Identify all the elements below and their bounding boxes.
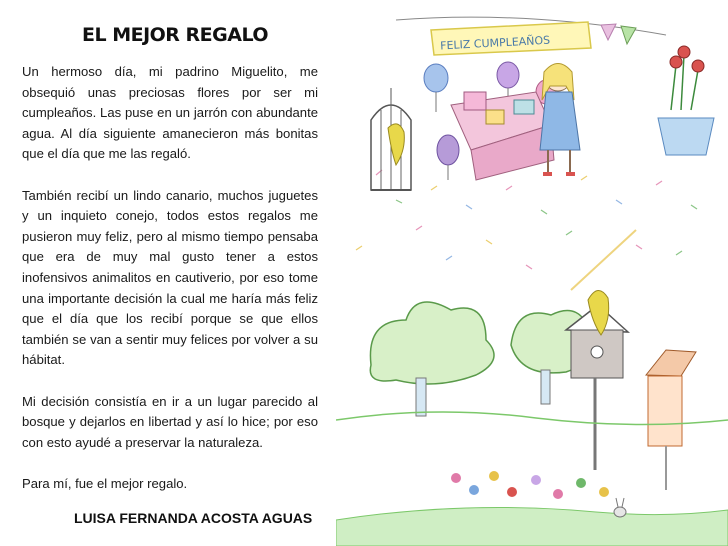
flower-vase bbox=[658, 46, 714, 155]
gift-table bbox=[451, 92, 554, 180]
balloon-purple bbox=[497, 62, 519, 88]
story-paragraph: Para mí, fue el mejor regalo. bbox=[22, 475, 188, 491]
gift-box bbox=[464, 92, 486, 110]
banner-text: FELIZ CUMPLEAÑOS bbox=[439, 33, 551, 53]
gift-box bbox=[486, 110, 504, 124]
balloon-purple-low bbox=[437, 135, 459, 165]
balloon-blue bbox=[424, 64, 448, 92]
flight-trail bbox=[571, 230, 636, 290]
author-name: LUISA FERNANDA ACOSTA AGUAS bbox=[74, 510, 313, 526]
birdhouse-orange bbox=[646, 350, 696, 490]
caged-canary bbox=[388, 124, 404, 165]
birthday-illustration bbox=[336, 0, 728, 546]
story-paragraph: Mi decisión consistía en ir a un lugar parecido al bosque y dejarlos en libertad y así lo hice; por eso con esto ayudé a preservar la naturaleza. bbox=[22, 393, 318, 450]
story-title: EL MEJOR REGALO bbox=[82, 24, 269, 46]
story-paragraph: También recibí un lindo canario, muchos juguetes y un inquieto conejo, todos estos regalos me pusieron muy feliz, pero al mismo tiempo pensaba que era de muy mal gusto tener a estos inofensivos animalitos en cautiverio, por eso tome una importante decisión la cual me haría más feliz que el día que los recibí porque se que ellos también se van a sentir muy felices por volver a su hábitat. bbox=[22, 187, 318, 368]
girl-dress bbox=[540, 92, 580, 150]
story-paragraph: Un hermoso día, mi padrino Miguelito, me obsequió unas preciosas flores por ser mi cumpleaños. Las puse en un jarrón con abundante agua. Al día siguiente amanecieron más bonitas que el día que me las regaló. bbox=[22, 64, 318, 162]
trees bbox=[370, 302, 593, 416]
gift-box bbox=[514, 100, 534, 114]
rabbit bbox=[614, 498, 626, 517]
story-text bbox=[22, 62, 318, 515]
